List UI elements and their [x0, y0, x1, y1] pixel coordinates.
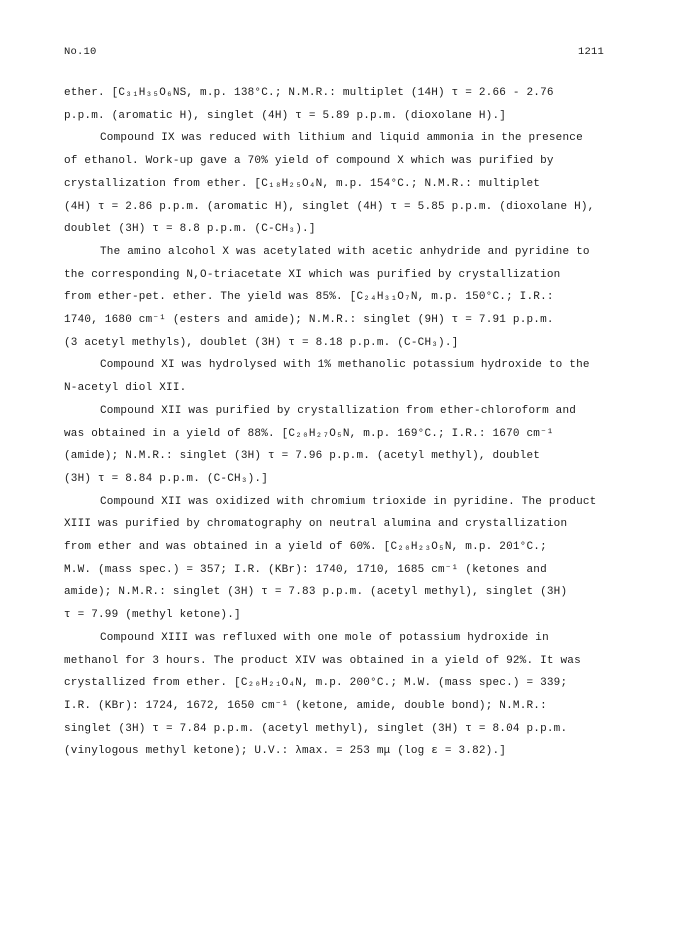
- text-line: from ether and was obtained in a yield of 60%. [C₂₀H₂₃O₅N, m.p. 201°C.;: [64, 541, 547, 554]
- text-line: (3H) τ = 8.84 p.p.m. (C-CH₃).]: [64, 472, 269, 485]
- text-line: The amino alcohol X was acetylated with acetic anhydride and pyridine to: [100, 245, 590, 258]
- text-line: amide); N.M.R.: singlet (3H) τ = 7.83 p.p.m. (acetyl methyl), singlet (3H): [64, 586, 568, 599]
- text-line: singlet (3H) τ = 7.84 p.p.m. (acetyl methyl), singlet (3H) τ = 8.04 p.p.m.: [64, 722, 568, 735]
- text-line: (amide); N.M.R.: singlet (3H) τ = 7.96 p.p.m. (acetyl methyl), doublet: [64, 450, 541, 463]
- text-line: Compound XII was purified by crystallization from ether-chloroform and: [100, 404, 577, 417]
- text-line: (4H) τ = 2.86 p.p.m. (aromatic H), singlet (4H) τ = 5.85 p.p.m. (dioxolane H),: [64, 200, 595, 213]
- text-line: M.W. (mass spec.) = 357; I.R. (KBr): 1740, 1710, 1685 cm⁻¹ (ketones and: [64, 563, 547, 576]
- text-line: Compound IX was reduced with lithium and liquid ammonia in the presence: [100, 132, 583, 145]
- text-line: ether. [C₃₁H₃₅O₆NS, m.p. 138°C.; N.M.R.: multiplet (14H) τ = 2.66 - 2.76: [64, 87, 554, 99]
- text-line: p.p.m. (aromatic H), singlet (4H) τ = 5.89 p.p.m. (dioxolane H).]: [64, 109, 507, 122]
- text-line: XIII was purified by chromatography on neutral alumina and crystallization: [64, 518, 568, 531]
- text-line: 1740, 1680 cm⁻¹ (esters and amide); N.M.R.: singlet (9H) τ = 7.91 p.p.m.: [64, 314, 554, 327]
- text-line: crystallized from ether. [C₂₀H₂₁O₄N, m.p. 200°C.; M.W. (mass spec.) = 339;: [64, 677, 568, 690]
- text-line: from ether-pet. ether. The yield was 85%. [C₂₄H₃₁O₇N, m.p. 150°C.; I.R.:: [64, 291, 554, 304]
- issue-number: No.10: [64, 46, 97, 58]
- text-line: (vinylogous methyl ketone); U.V.: λmax. = 253 mμ (log ε = 3.82).]: [64, 745, 507, 758]
- text-line: of ethanol. Work-up gave a 70% yield of compound X which was purified by: [64, 155, 554, 168]
- text-line: I.R. (KBr): 1724, 1672, 1650 cm⁻¹ (ketone, amide, double bond); N.M.R.:: [64, 699, 547, 712]
- text-line: N-acetyl diol XII.: [64, 382, 187, 395]
- text-line: was obtained in a yield of 88%. [C₂₀H₂₇O₅N, m.p. 169°C.; I.R.: 1670 cm⁻¹: [64, 427, 554, 440]
- text-line: Compound XI was hydrolysed with 1% methanolic potassium hydroxide to the: [100, 359, 590, 372]
- text-line: methanol for 3 hours. The product XIV was obtained in a yield of 92%. It was: [64, 654, 581, 667]
- text-line: the corresponding N,O-triacetate XI which was purified by crystallization: [64, 268, 561, 281]
- text-line: (3 acetyl methyls), doublet (3H) τ = 8.18 p.p.m. (C-CH₃).]: [64, 336, 459, 349]
- text-line: Compound XIII was refluxed with one mole of potassium hydroxide in: [100, 631, 549, 644]
- text-line: doublet (3H) τ = 8.8 p.p.m. (C-CH₃).]: [64, 223, 316, 236]
- page-number: 1211: [578, 46, 605, 58]
- text-line: crystallization from ether. [C₁₈H₂₅O₄N, m.p. 154°C.; N.M.R.: multiplet: [64, 177, 541, 190]
- article-body: [64, 82, 624, 763]
- text-line: τ = 7.99 (methyl ketone).]: [64, 609, 241, 622]
- text-line: Compound XII was oxidized with chromium trioxide in pyridine. The product: [100, 495, 597, 508]
